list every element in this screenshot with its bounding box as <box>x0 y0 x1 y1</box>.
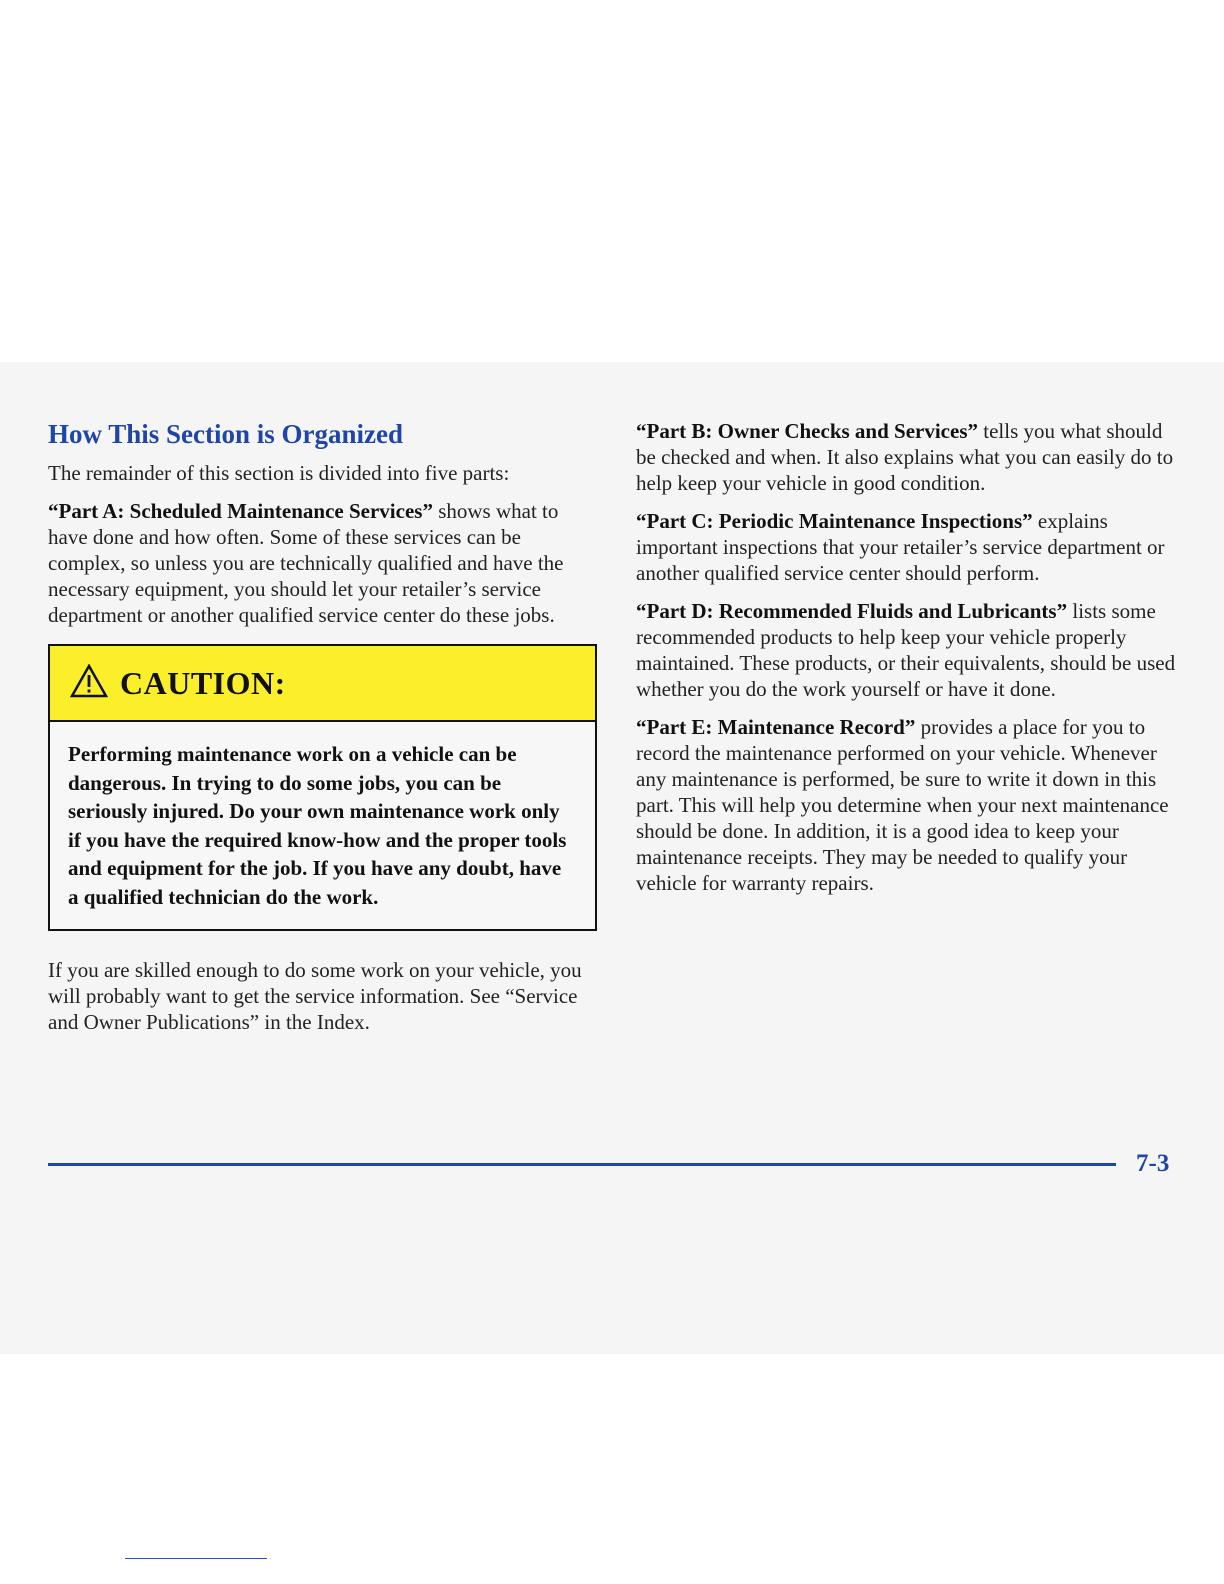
part-d-text: lists some recommended products to help keep your vehicle properly maintained. These products, or their equivalents, should be used whether you do the work yourself or have it done. <box>636 599 1176 701</box>
part-c-text: explains important inspections that your retailer’s service department or another qualified service center should perform. <box>636 509 1165 585</box>
bottom-link-underline[interactable] <box>125 1558 267 1559</box>
part-d-title: “Part D: Recommended Fluids and Lubricants” <box>636 599 1068 623</box>
closing-paragraph: If you are skilled enough to do some work on your vehicle, you will probably want to get the service information. See “Service and Owner Publications” in the Index. <box>48 958 582 1034</box>
part-e-text: provides a place for you to record the maintenance performed on your vehicle. Whenever any maintenance is performed, be sure to write it down in this part. This will help you determine when your next maintenance should be done. In addition, it is a good idea to keep your maintenance receipts. They may be needed to qualify your vehicle for warranty repairs. <box>636 715 1169 895</box>
caution-header <box>50 646 595 722</box>
part-e-title: “Part E: Maintenance Record” <box>636 715 916 739</box>
part-a-title: “Part A: Scheduled Maintenance Services” <box>48 499 433 523</box>
warning-triangle-icon <box>70 664 108 703</box>
left-column <box>48 418 600 1047</box>
caution-box <box>48 644 597 931</box>
part-c-paragraph <box>636 508 1181 586</box>
intro-paragraph: The remainder of this section is divided into five parts: <box>48 461 510 485</box>
part-e-paragraph <box>636 714 1181 896</box>
part-b-paragraph <box>636 418 1181 496</box>
part-a-paragraph <box>48 498 600 628</box>
right-column <box>636 418 1181 908</box>
page-number: 7-3 <box>1136 1150 1170 1177</box>
part-b-title: “Part B: Owner Checks and Services” <box>636 419 978 443</box>
part-b-text: tells you what should be checked and when. It also explains what you can easily do to help keep your vehicle in good condition. <box>636 419 1174 495</box>
part-d-paragraph <box>636 598 1181 702</box>
caution-body: Performing maintenance work on a vehicle can be dangerous. In trying to do some jobs, you can be seriously injured. Do your own maintenance work only if you have the required know-how and the proper tools and equipment for the job. If you have any doubt, have a qualified technician do the work. <box>68 742 567 909</box>
part-a-text: shows what to have done and how often. Some of these services can be complex, so unless you are technically qualified and have the necessary equipment, you should let your retailer’s service department or another qualified service center do these jobs. <box>48 499 564 627</box>
caution-title: CAUTION: <box>120 664 286 701</box>
footer-rule <box>48 1163 1116 1166</box>
section-heading: How This Section is Organized <box>48 419 404 449</box>
part-c-title: “Part C: Periodic Maintenance Inspections” <box>636 509 1033 533</box>
